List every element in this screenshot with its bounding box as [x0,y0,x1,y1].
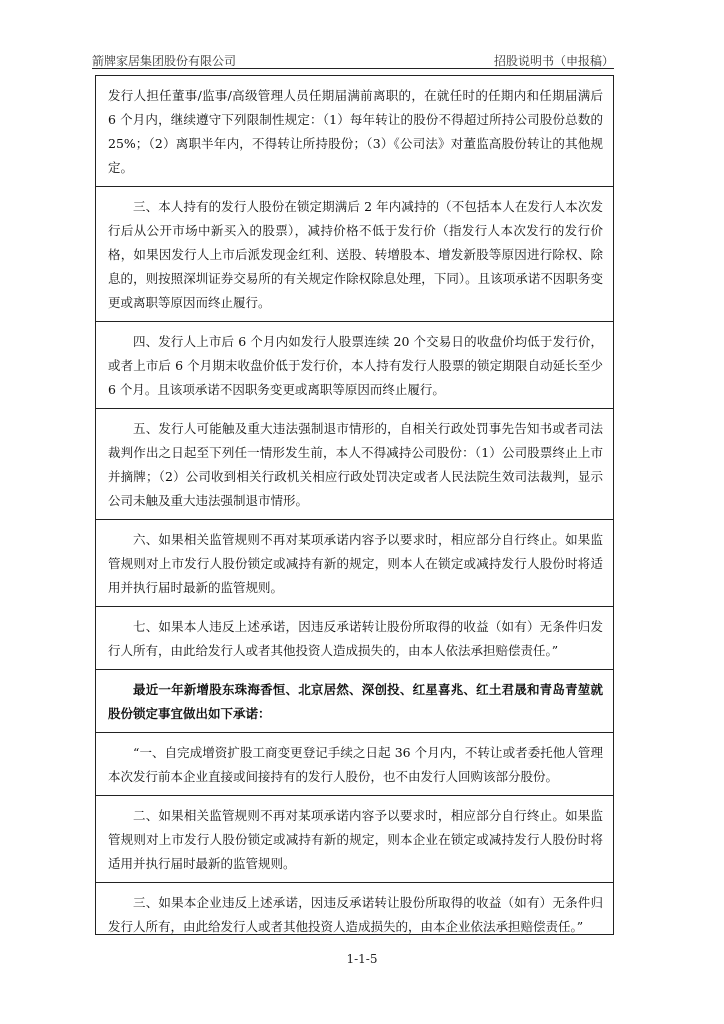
commitment-table [95,75,614,935]
table-row: 二、如果相关监管规则不再对某项承诺内容予以要求时，相应部分自行终止。如果监管规则对上市发行人股份锁定或减持有新的规定，则本企业在锁定或减持发行人股份时将适用并执行届时最新的监管规则。 [96,796,613,883]
table-row: 三、本人持有的发行人股份在锁定期满后 2 年内减持的（不包括本人在发行人本次发行后从公开市场中新买入的股票），减持价格不低于发行价（指发行人本次发行的发行价格，如果因发行人上市后派发现金红利、送股、转增股本、增发新股等原因进行除权、除息的，则按照深圳证券交易所的有关规定作除权除息处理，下同）。且该项承诺不因职务变更或离职等原因而终止履行。 [96,187,613,322]
page-header [92,48,614,68]
table-row: 六、如果相关监管规则不再对某项承诺内容予以要求时，相应部分自行终止。如果监管规则对上市发行人股份锁定或减持有新的规定，则本人在锁定或减持发行人股份时将适用并执行届时最新的监管规则。 [96,520,613,607]
section-heading: 最近一年新增股东珠海香恒、北京居然、深创投、红星喜兆、红土君晟和青岛青堃就股份锁定事宜做出如下承诺： [96,670,613,733]
page-number: 1-1-5 [346,952,378,966]
company-name: 箭牌家居集团股份有限公司 [92,54,237,68]
table-row: 七、如果本人违反上述承诺，因违反承诺转让股份所取得的收益（如有）无条件归发行人所有，由此给发行人或者其他投资人造成损失的，由本人依法承担赔偿责任。” [96,607,613,670]
table-row: 五、发行人可能触及重大违法强制退市情形的，自相关行政处罚事先告知书或者司法裁判作出之日起至下列任一情形发生前，本人不得减持公司股份：（1）公司股票终止上市并摘牌；（2）公司收到相关行政机关相应行政处罚决定或者人民法院生效司法裁判，显示公司未触及重大违法强制退市情形。 [96,409,613,520]
table-row: 四、发行人上市后 6 个月内如发行人股票连续 20 个交易日的收盘价均低于发行价，或者上市后 6 个月期末收盘价低于发行价，本人持有发行人股票的锁定期限自动延长至少 6 个月。且该项承诺不因职务变更或离职等原因而终止履行。 [96,322,613,409]
table-row: 三、如果本企业违反上述承诺，因违反承诺转让股份所取得的收益（如有）无条件归发行人所有，由此给发行人或者其他投资人造成损失的，由本企业依法承担赔偿责任。” [96,883,613,935]
document-type: 招股说明书（申报稿） [493,54,614,68]
table-row: 发行人担任董事/监事/高级管理人员任期届满前离职的，在就任时的任期内和任期届满后 6 个月内，继续遵守下列限制性规定：（1）每年转让的股份不得超过所持公司股份总数的 25%；（2）离职半年内，不得转让所持股份；（3）《公司法》对董监高股份转让的其他规定。 [96,76,613,187]
header-divider [92,68,614,69]
table-row: “一、自完成增资扩股工商变更登记手续之日起 36 个月内，不转让或者委托他人管理本次发行前本企业直接或间接持有的发行人股份，也不由发行人回购该部分股份。 [96,733,613,796]
